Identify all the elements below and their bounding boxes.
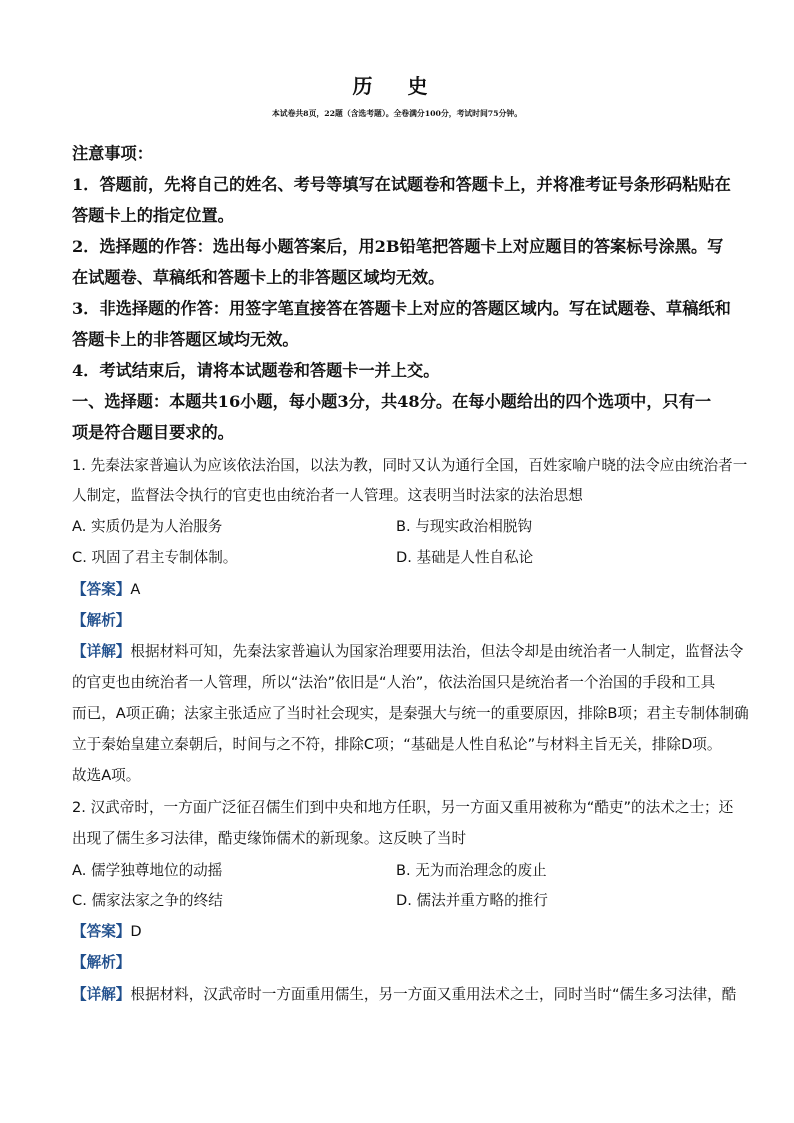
option-b: B. 与现实政治相脱钩: [396, 518, 533, 535]
option-a: A. 儒学独尊地位的动摇: [72, 862, 223, 879]
option-d: D. 基础是人性自私论: [396, 549, 534, 566]
detail-text: 根据材料可知，先秦法家普遍认为国家治理要用法治，但法令却是由统治者一人制定，监督法令: [130, 643, 744, 660]
answer-value: A: [130, 581, 141, 598]
detail-line: 而已，A项正确；法家主张适应了当时社会现实，是秦强大与统一的重要原因，排除B项；君主专制体制确: [72, 705, 749, 722]
answer-value: D: [130, 923, 142, 940]
question-stem: 2. 汉武帝时，一方面广泛征召儒生们到中央和地方任职，另一方面又重用被称为“酷吏”的法术之士；还: [72, 799, 734, 816]
detail-line: [72, 983, 736, 1004]
option-c: C. 儒家法家之争的终结: [72, 892, 223, 909]
detail-line: 的官吏也由统治者一人管理，所以“法治”依旧是“人治”，依法治国只是统治者一个治国的手段和工具: [72, 674, 716, 691]
exam-info: 本试卷共8页，22题（含选考题）。全卷满分100分，考试时间75分钟。: [271, 109, 522, 118]
question-stem: 人制定，监督法令执行的官吏也由统治者一人管理。这表明当时法家的法治思想: [72, 487, 583, 504]
option-d: D. 儒法并重方略的推行: [396, 892, 548, 909]
detail-label: 【详解】: [72, 986, 131, 1003]
detail-label: 【详解】: [72, 643, 131, 660]
analysis-label: 【解析】: [72, 954, 131, 971]
answer-line: [72, 920, 142, 941]
analysis-label: 【解析】: [72, 612, 131, 629]
question-stem: 1. 先秦法家普遍认为应该依法治国，以法为教，同时又认为通行全国，百姓家喻户晓的法令应由统治者一: [72, 457, 748, 474]
question-stem: 出现了儒生多习法律，酷吏缘饰儒术的新现象。这反映了当时: [72, 830, 467, 847]
analysis-line: [72, 609, 130, 630]
option-b: B. 无为而治理念的废止: [396, 862, 547, 879]
answer-label: 【答案】: [72, 581, 131, 598]
notice-line: 4．考试结束后，请将本试题卷和答题卡一并上交。: [72, 361, 440, 380]
option-c: C. 巩固了君主专制体制。: [72, 549, 238, 566]
notice-line: 答题卡上的指定位置。: [72, 206, 234, 225]
detail-line: 故选A项。: [72, 767, 141, 784]
answer-line: [72, 578, 140, 599]
analysis-line: [72, 951, 130, 972]
notice-line: 2．选择题的作答：选出每小题答案后，用2B铅笔把答题卡上对应题目的答案标号涂黑。写: [72, 237, 724, 256]
notice-line: 3．非选择题的作答：用签字笔直接答在答题卡上对应的答题区域内。写在试题卷、草稿纸和: [72, 299, 731, 318]
notice-heading: 注意事项：: [72, 144, 153, 163]
notice-line: 在试题卷、草稿纸和答题卡上的非答题区域均无效。: [72, 268, 445, 287]
detail-line: [72, 640, 743, 661]
notice-line: 1．答题前，先将自己的姓名、考号等填写在试题卷和答题卡上，并将准考证号条形码粘贴在: [72, 175, 731, 194]
detail-line: 立于秦始皇建立秦朝后，时间与之不符，排除C项；“基础是人性自私论”与材料主旨无关，排除D项。: [72, 736, 722, 753]
section-heading: 一、选择题：本题共16小题，每小题3分，共48分。在每小题给出的四个选项中，只有一: [72, 392, 712, 411]
option-a: A. 实质仍是为人治服务: [72, 518, 223, 535]
notice-line: 答题卡上的非答题区域均无效。: [72, 330, 299, 349]
page-title: 历 史: [352, 74, 442, 98]
detail-text: 根据材料，汉武帝时一方面重用儒生，另一方面又重用法术之士，同时当时“儒生多习法律，酷: [130, 986, 737, 1003]
section-heading: 项是符合题目要求的。: [72, 423, 234, 442]
answer-label: 【答案】: [72, 923, 131, 940]
